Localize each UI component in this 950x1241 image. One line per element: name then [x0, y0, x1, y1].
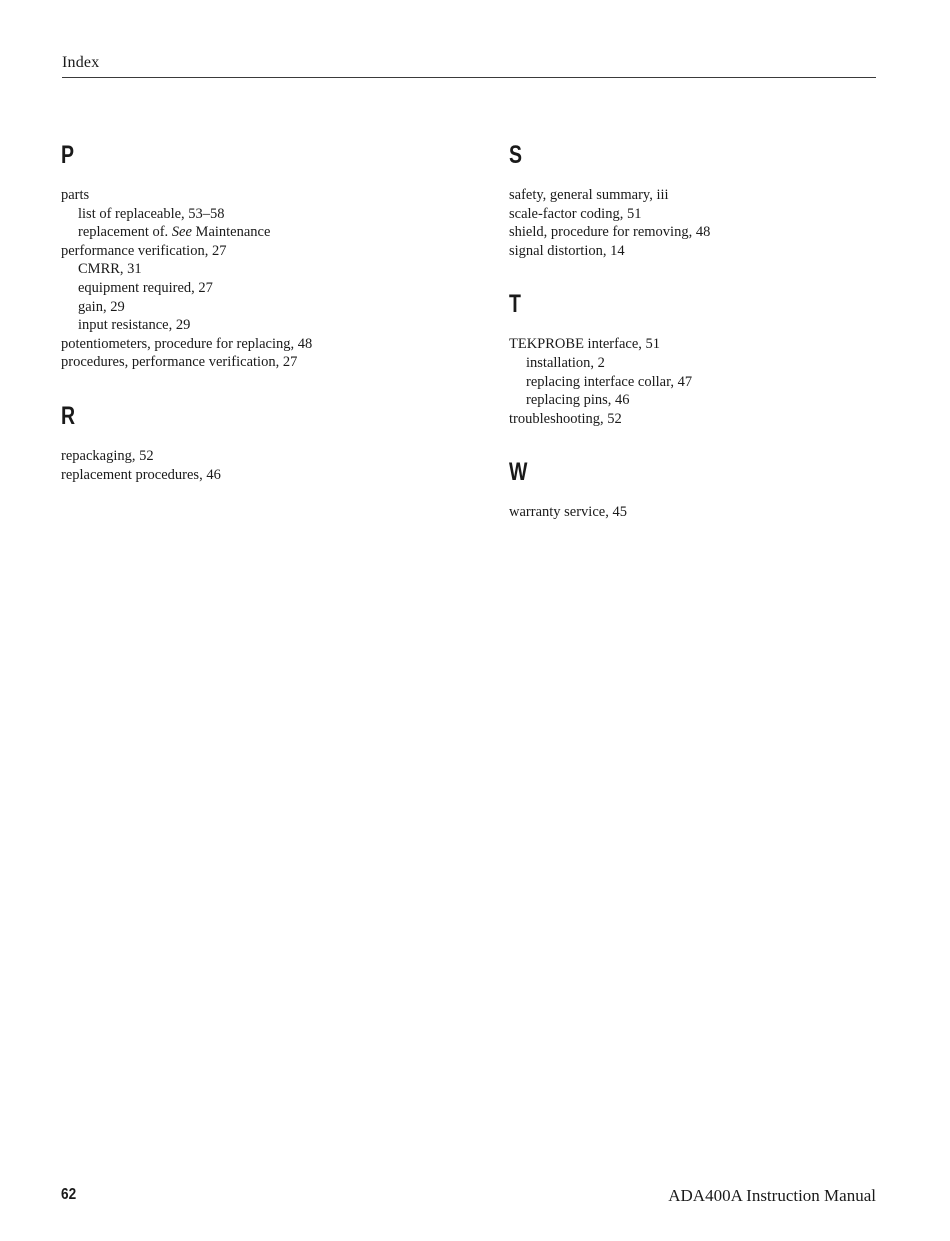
index-subentry: installation, 2 — [526, 354, 605, 371]
section-letter: T — [509, 290, 521, 319]
index-entry: signal distortion, 14 — [509, 242, 625, 259]
index-subentry: input resistance, 29 — [78, 317, 191, 334]
section-letter: R — [61, 401, 76, 430]
index-entries — [509, 186, 899, 260]
index-entries — [61, 447, 451, 484]
index-entry: troubleshooting, 52 — [509, 410, 622, 427]
index-entry: warranty service, 45 — [509, 504, 627, 521]
header-rule — [62, 77, 876, 78]
section-letter: W — [509, 458, 528, 487]
page-number: 62 — [61, 1186, 77, 1203]
section-letter: P — [61, 141, 75, 169]
index-entries — [509, 503, 899, 522]
see-target: Maintenance — [191, 224, 271, 241]
index-section-t — [509, 289, 899, 428]
index-entries — [61, 186, 451, 372]
index-entry: scale-factor coding, 51 — [509, 205, 642, 222]
index-entries — [509, 335, 899, 428]
index-entry: performance verification, 27 — [61, 242, 227, 259]
index-entry: safety, general summary, iii — [509, 187, 669, 203]
index-subentry: equipment required, 27 — [78, 279, 213, 296]
index-section-s — [509, 140, 899, 260]
index-subentry: CMRR, 31 — [78, 261, 142, 278]
index-subentry: list of replaceable, 53–58 — [78, 205, 225, 222]
index-section-r — [61, 401, 451, 484]
section-letter: S — [509, 141, 523, 169]
index-section-p — [61, 140, 451, 372]
index-entry: shield, procedure for removing, 48 — [509, 224, 711, 241]
index-entry: parts — [61, 187, 90, 203]
index-section-w — [509, 457, 899, 522]
index-subentry: replacing pins, 46 — [526, 392, 630, 409]
entry-text: replacement of. — [78, 224, 172, 241]
index-entry: replacement procedures, 46 — [61, 466, 221, 483]
index-column-left — [61, 140, 451, 513]
index-entry: repackaging, 52 — [61, 447, 154, 464]
index-subentry — [61, 223, 451, 242]
running-head-title: Index — [62, 54, 100, 71]
index-subentry: gain, 29 — [78, 298, 125, 315]
index-subentry: replacing interface collar, 47 — [526, 373, 693, 390]
index-entry: procedures, performance verification, 27 — [61, 354, 298, 371]
see-reference: See — [171, 224, 192, 241]
index-entry: TEKPROBE interface, 51 — [509, 336, 661, 353]
index-entry: potentiometers, procedure for replacing, 48 — [61, 335, 313, 352]
index-column-right — [509, 140, 899, 551]
manual-title: ADA400A Instruction Manual — [668, 1186, 876, 1205]
